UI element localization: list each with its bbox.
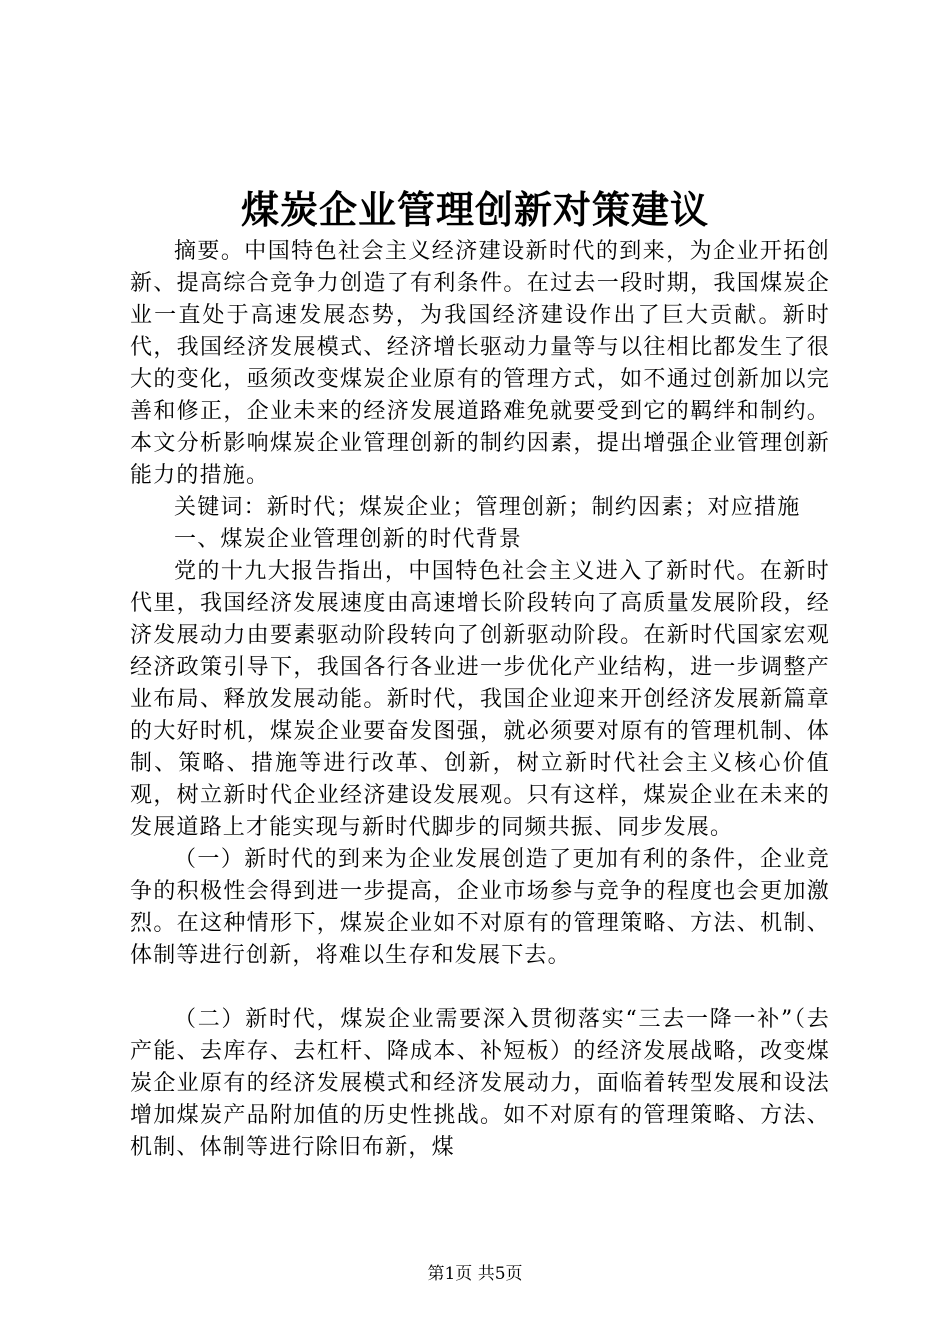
body-paragraph: （一）新时代的到来为企业发展创造了更加有利的条件，企业竞争的积极性会得到进一步提高，企业市场参与竞争的程度也会更加激烈。在这种情形下，煤炭企业如不对原有的管理策略、方法、机制、体制等进行创新，将难以生存和发展下去。 (130, 847, 830, 968)
abstract-paragraph: 摘要。中国特色社会主义经济建设新时代的到来，为企业开拓创新、提高综合竞争力创造了有利条件。在过去一段时期，我国煤炭企业一直处于高速发展态势，为我国经济建设作出了巨大贡献。新时代，我国经济发展模式、经济增长驱动力量等与以往相比都发生了很大的变化，亟须改变煤炭企业原有的管理方式，如不通过创新加以完善和修正，企业未来的经济发展道路难免就要受到它的羁绊和制约。本文分析影响煤炭企业管理创新的制约因素，提出增强企业管理创新能力的措施。 (130, 239, 830, 488)
body-paragraph: 党的十九大报告指出，中国特色社会主义进入了新时代。在新时代里，我国经济发展速度由高速增长阶段转向了高质量发展阶段，经济发展动力由要素驱动阶段转向了创新驱动阶段。在新时代国家宏观经济政策引导下，我国各行各业进一步优化产业结构，进一步调整产业布局、释放发展动能。新时代，我国企业迎来开创经济发展新篇章的大好时机，煤炭企业要奋发图强，就必须要对原有的管理机制、体制、策略、措施等进行改革、创新，树立新时代社会主义核心价值观，树立新时代企业经济建设发展观。只有这样，煤炭企业在未来的发展道路上才能实现与新时代脚步的同频共振、同步发展。 (130, 559, 830, 840)
document-title: 煤炭企业管理创新对策建议 (240, 187, 709, 232)
keywords-paragraph: 关键词：新时代；煤炭企业；管理创新；制约因素；对应措施 (174, 495, 801, 520)
document-body (130, 236, 830, 1164)
body-paragraph: （二）新时代，煤炭企业需要深入贯彻落实“三去一降一补”（去产能、去库存、去杠杆、降成本、补短板）的经济发展战略，改变煤炭企业原有的经济发展模式和经济发展动力，面临着转型发展和设法增加煤炭产品附加值的历史性挑战。如不对原有的管理策略、方法、机制、体制等进行除旧布新，煤 (130, 1007, 830, 1160)
page-footer: 第1页 共5页 (427, 1264, 523, 1284)
section-heading: 一、煤炭企业管理创新的时代背景 (174, 527, 523, 552)
